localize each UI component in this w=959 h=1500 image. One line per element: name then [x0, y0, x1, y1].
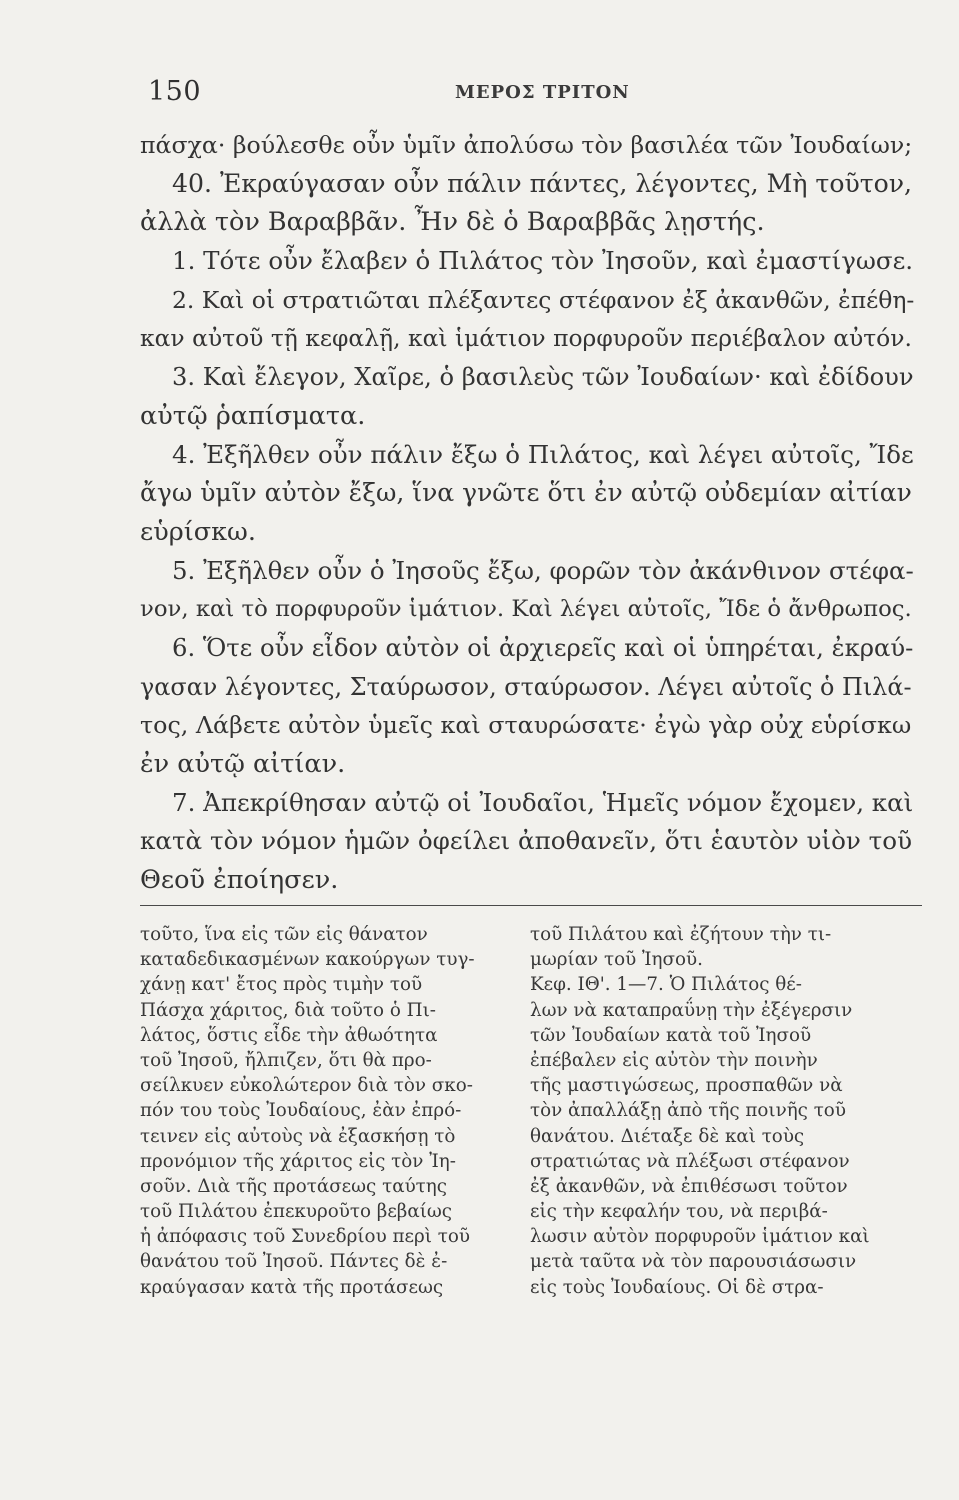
commentary-line: τοῦ Ἰησοῦ, ἤλπιζεν, ὅτι θὰ προ- [140, 1049, 432, 1071]
commentary-line: τὸν ἀπαλλάξῃ ἀπὸ τῆς ποινῆς τοῦ [530, 1100, 846, 1122]
commentary-line: προνόμιον τῆς χάριτος εἰς τὸν Ἰη- [140, 1150, 456, 1172]
text-line: γασαν λέγοντες, Σταύρωσον, σταύρωσον. Λέγει αὐτοῖς ὁ Πιλά- [140, 672, 912, 701]
text-line: 4. Ἐξῆλθεν οὖν πάλιν ἔξω ὁ Πιλάτος, καὶ λέγει αὐτοῖς, Ἴδε [172, 439, 914, 469]
commentary-line: τοῦτο, ἵνα εἰς τῶν εἰς θάνατον [140, 924, 428, 945]
commentary-line: τῶν Ἰουδαίων κατὰ τοῦ Ἰησοῦ [530, 1024, 812, 1046]
text-line: ἐν αὐτῷ αἰτίαν. [140, 749, 346, 779]
text-line: 40. Ἐκραύγασαν οὖν πάλιν πάντες, λέγοντες, Μὴ τοῦτον, [172, 168, 913, 198]
commentary-column-left [140, 922, 516, 1300]
commentary-line: ἐξ ἀκανθῶν, νὰ ἐπιθέσωσι τοῦτον [530, 1175, 848, 1197]
commentary-line: τοῦ Πιλάτου καὶ ἐζήτουν τὴν τι- [530, 924, 832, 945]
commentary-line: μετὰ ταῦτα νὰ τὸν παρουσιάσωσιν [530, 1251, 857, 1273]
commentary-line: τεινεν εἰς αὐτοὺς νὰ ἐξασκήσῃ τὸ [140, 1125, 456, 1147]
commentary-line: ἡ ἀπόφασις τοῦ Συνεδρίου περὶ τοῦ [140, 1226, 470, 1248]
commentary-line: καταδεδικασμένων κακούργων τυγ- [140, 949, 475, 971]
commentary-line: σείλκυεν εὐκολώτερον διὰ τὸν σκο- [140, 1075, 473, 1097]
commentary-line: θανάτου. Διέταξε δὲ καὶ τοὺς [530, 1125, 805, 1147]
text-line: κατὰ τὸν νόμον ἡμῶν ὀφείλει ἀποθανεῖν, ὅτι ἑαυτὸν υἱὸν τοῦ [140, 826, 913, 856]
commentary-line: χάνῃ κατ' ἔτος πρὸς τιμὴν τοῦ [140, 974, 423, 996]
commentary-line: λων νὰ καταπραΰνῃ τὴν ἐξέγερσιν [530, 999, 853, 1021]
text-line: 2. Καὶ οἱ στρατιῶται πλέξαντες στέφανον ἐξ ἀκανθῶν, ἐπέθη- [172, 285, 915, 314]
commentary-column-right [530, 922, 906, 1300]
text-line: εὑρίσκω. [140, 516, 256, 547]
text-line: 1. Τότε οὖν ἔλαβεν ὁ Πιλάτος τὸν Ἰησοῦν, καὶ ἐμαστίγωσε. [172, 246, 914, 276]
commentary-line: τοῦ Πιλάτου ἐπεκυροῦτο βεβαίως [140, 1201, 453, 1223]
commentary-line: λάτος, ὅστις εἶδε τὴν ἀθωότητα [140, 1024, 438, 1046]
text-line: 5. Ἐξῆλθεν οὖν ὁ Ἰησοῦς ἔξω, φορῶν τὸν ἀκάνθινον στέφα- [172, 555, 914, 585]
page-number: 150 [148, 76, 202, 107]
footnote-divider [140, 905, 922, 906]
text-line: 3. Καὶ ἔλεγον, Χαῖρε, ὁ βασιλεὺς τῶν Ἰουδαίων· καὶ ἐδίδουν [172, 363, 914, 392]
commentary-line: μωρίαν τοῦ Ἰησοῦ. [530, 949, 703, 971]
text-line: νον, καὶ τὸ πορφυροῦν ἱμάτιον. Καὶ λέγει αὐτοῖς, Ἴδε ὁ ἄνθρωπος. [140, 596, 912, 623]
commentary-line: πόν του τοὺς Ἰουδαίους, ἐὰν ἐπρό- [140, 1100, 462, 1122]
text-line: αὐτῷ ῥαπίσματα. [140, 400, 366, 431]
text-line: ἄγω ὑμῖν αὐτὸν ἔξω, ἵνα γνῶτε ὅτι ἐν αὐτῷ οὐδεμίαν αἰτίαν [140, 478, 912, 508]
text-line: καν αὐτοῦ τῇ κεφαλῇ, καὶ ἱμάτιον πορφυροῦν περιέβαλον αὐτόν. [140, 324, 912, 353]
commentary-line: στρατιώτας νὰ πλέξωσι στέφανον [530, 1150, 850, 1172]
commentary-line: Κεφ. ΙΘ'. 1—7. Ὁ Πιλάτος θέ- [530, 974, 802, 996]
commentary-line: κραύγασαν κατὰ τῆς προτάσεως [140, 1276, 444, 1298]
main-text-block [140, 126, 920, 900]
page-header [0, 76, 959, 116]
text-line: τος, Λάβετε αὐτὸν ὑμεῖς καὶ σταυρώσατε· ἐγὼ γὰρ οὐχ εὑρίσκω [140, 711, 912, 740]
text-line: ἀλλὰ τὸν Βαραββᾶν. Ἦν δὲ ὁ Βαραββᾶς λῃστής. [140, 207, 765, 238]
commentary-line: εἰς τὴν κεφαλήν του, νὰ περιβά- [530, 1201, 828, 1223]
text-line: 7. Ἀπεκρίθησαν αὐτῷ οἱ Ἰουδαῖοι, Ἡμεῖς νόμον ἔχομεν, καὶ [172, 787, 914, 817]
commentary-line: εἰς τοὺς Ἰουδαίους. Οἱ δὲ στρα- [530, 1276, 824, 1298]
commentary-line: λωσιν αὐτὸν πορφυροῦν ἱμάτιον καὶ [530, 1226, 870, 1248]
commentary-line: θανάτου τοῦ Ἰησοῦ. Πάντες δὲ ἐ- [140, 1251, 448, 1273]
running-title: ΜΕΡΟΣ ΤΡΙΤΟΝ [455, 82, 630, 103]
text-line: Θεοῦ ἐποίησεν. [140, 865, 339, 896]
commentary-line: τῆς μαστιγώσεως, προσπαθῶν νὰ [530, 1075, 843, 1097]
commentary-line: ἐπέβαλεν εἰς αὐτὸν τὴν ποινὴν [530, 1049, 818, 1071]
text-line: 6. Ὅτε οὖν εἶδον αὐτὸν οἱ ἀρχιερεῖς καὶ οἱ ὑπηρέται, ἐκραύ- [172, 632, 914, 662]
commentary-line: σοῦν. Διὰ τῆς προτάσεως ταύτης [140, 1175, 447, 1197]
commentary-line: Πάσχα χάριτος, διὰ τοῦτο ὁ Πι- [140, 999, 436, 1021]
text-line: πάσχα· βούλεσθε οὖν ὑμῖν ἀπολύσω τὸν βασιλέα τῶν Ἰουδαίων; [140, 131, 913, 159]
